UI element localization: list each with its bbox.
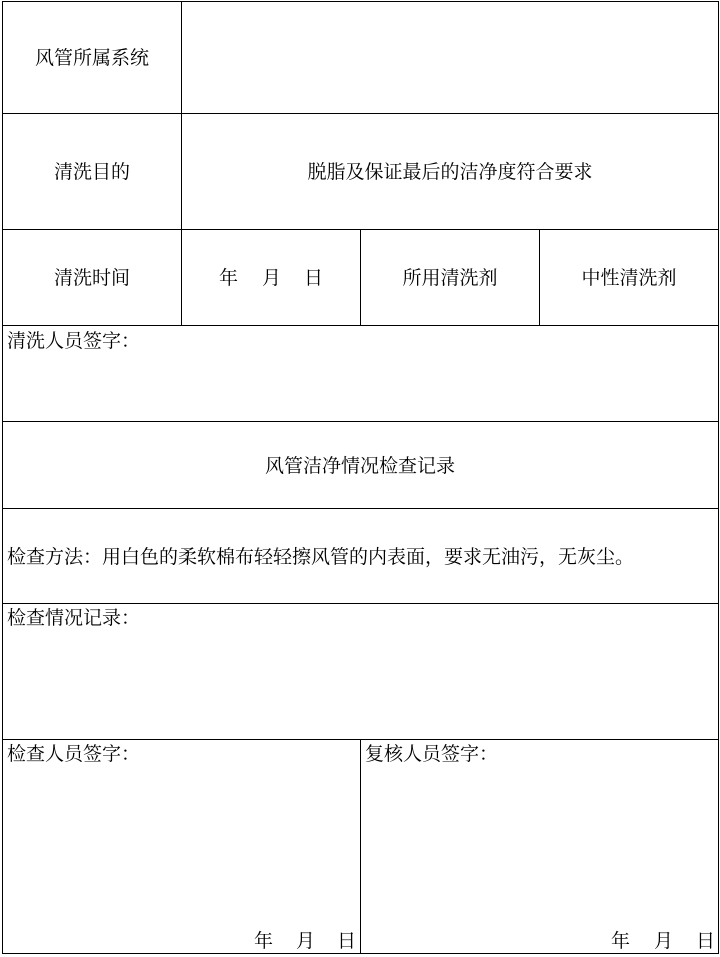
cleaning-time-label: 清洗时间: [53, 267, 131, 289]
cleaner-signature-label: 清洗人员签字：: [7, 330, 141, 352]
reviewer-date-day: 日: [696, 930, 716, 952]
row-divider-4: [2, 421, 719, 422]
cleaning-date-day: 日: [304, 267, 324, 289]
row-divider-1: [2, 113, 719, 114]
border-right: [718, 1, 719, 954]
reviewer-date-month: 月: [654, 930, 674, 952]
inspector-date-year: 年: [254, 930, 274, 952]
border-top: [2, 1, 719, 2]
system-label: 风管所属系统: [34, 47, 150, 69]
cleaning-date-month: 月: [262, 267, 282, 289]
system-value-cell[interactable]: [250, 46, 650, 70]
col-divider-time-mid: [360, 229, 361, 326]
purpose-value: 脱脂及保证最后的洁净度符合要求: [307, 161, 593, 183]
inspection-title: 风管洁净情况检查记录: [264, 455, 456, 477]
cleaning-date-year: 年: [219, 267, 239, 289]
inspection-record-label: 检查情况记录：: [7, 607, 141, 629]
col-divider-time-right: [539, 229, 540, 326]
reviewer-signature-label: 复核人员签字：: [365, 743, 499, 765]
row-divider-5: [2, 508, 719, 509]
col-divider-label: [181, 1, 182, 326]
reviewer-date-year: 年: [611, 930, 631, 952]
purpose-label: 清洗目的: [53, 161, 131, 183]
inspector-signature-label: 检查人员签字：: [7, 743, 141, 765]
inspector-date-month: 月: [296, 930, 316, 952]
col-divider-signatures: [360, 739, 361, 954]
cleaning-agent-value: 中性清洗剂: [581, 267, 677, 289]
inspection-method: 检查方法：用白色的柔软棉布轻轻擦风管的内表面，要求无油污，无灰尘。: [7, 546, 635, 568]
row-divider-6: [2, 603, 719, 604]
border-left: [2, 1, 3, 954]
inspector-date-day: 日: [337, 930, 357, 952]
cleaning-agent-label: 所用清洗剂: [402, 267, 498, 289]
